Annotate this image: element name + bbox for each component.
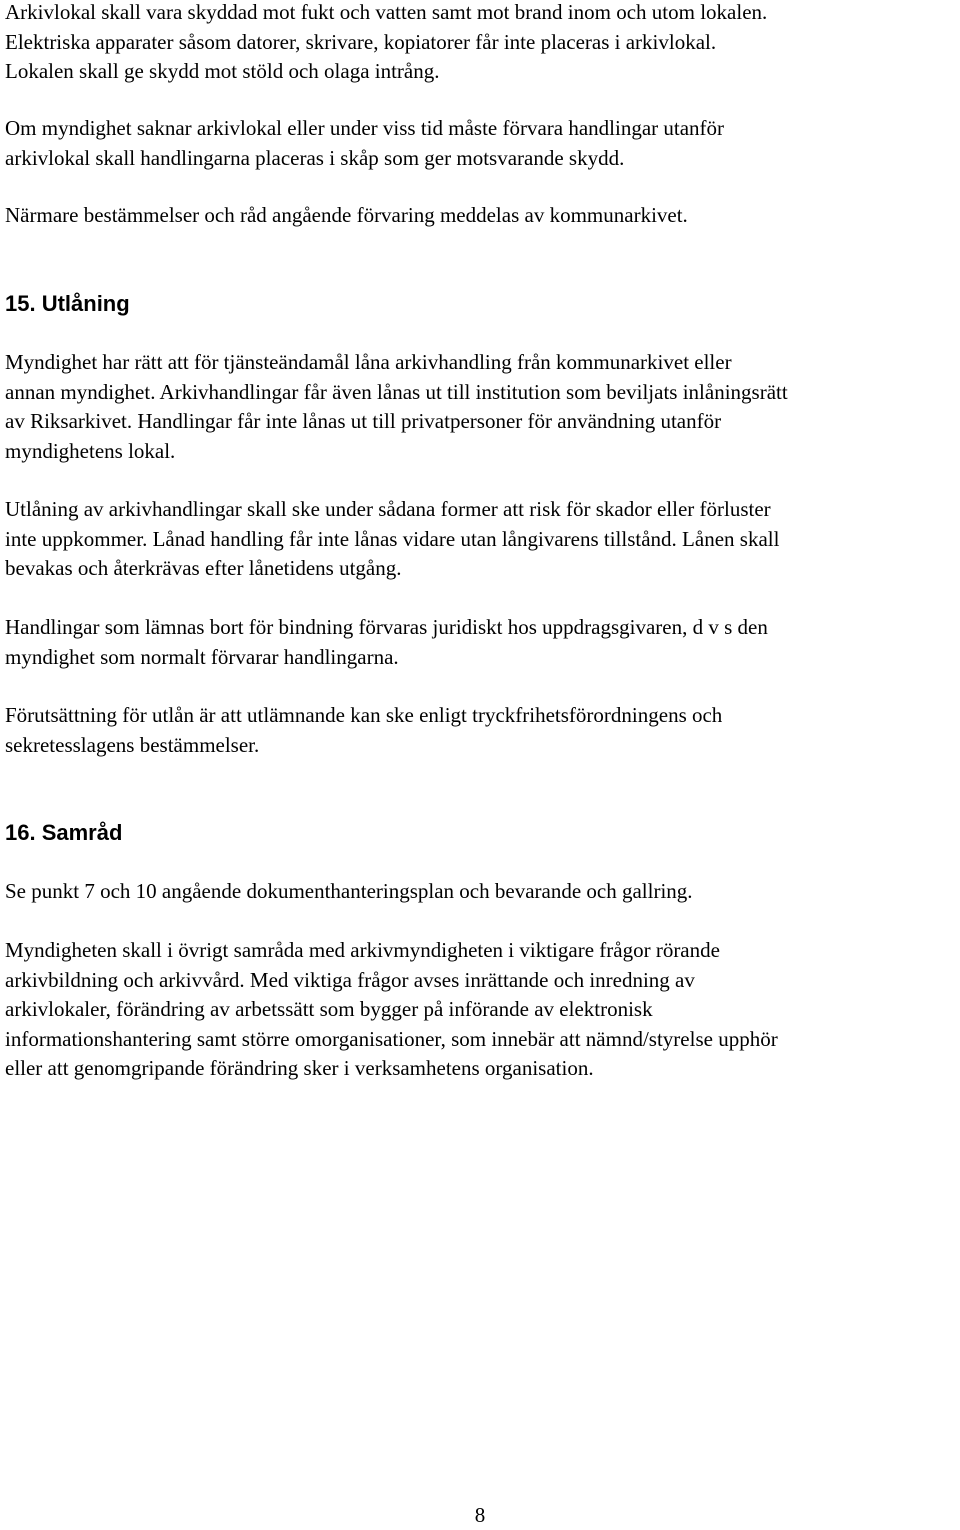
heading-section-16: 16. Samråd: [5, 820, 123, 845]
paragraph-storage-outside: Om myndighet saknar arkivlokal eller under viss tid måste förvara handlingar utanför arkivlokal skall handlingarna placeras i skåp som ger motsvarande skydd.: [5, 116, 725, 170]
paragraph-loan-rights: Myndighet har rätt att för tjänsteändamål låna arkivhandling från kommunarkivet eller annan myndighet. Arkivhandlingar får även lånas ut till institution som beviljats inlåningsrätt av Riksarkivet. Handlingar får inte lånas ut till privatpersoner för användning utanför myndighetens lokal.: [5, 350, 788, 463]
paragraph-loan-conditions: Utlåning av arkivhandlingar skall ske under sådana former att risk för skador eller förluster inte uppkommer. Lånad handling får inte lånas vidare utan långivarens tillstånd. Lånen skall bevakas och återkrävas efter lånetidens utgång.: [5, 497, 780, 580]
paragraph-consultation: Myndigheten skall i övrigt samråda med arkivmyndigheten i viktigare frågor rörande arkivbildning och arkivvård. Med viktiga frågor avses inrättande och inredning av arkivlokaler, förändring av arbetssätt som bygger på införande av elektronisk informationshantering samt större omorganisationer, som innebär att nämnd/styrelse upphör eller att genomgripande förändring sker i verksamhetens organisation.: [5, 938, 778, 1080]
paragraph-see-points: Se punkt 7 och 10 angående dokumenthanteringsplan och bevarande och gallring.: [5, 879, 693, 903]
paragraph-loan-prerequisite: Förutsättning för utlån är att utlämnande kan ske enligt tryckfrihetsförordningens och sekretesslagens bestämmelser.: [5, 703, 723, 757]
heading-section-15: 15. Utlåning: [5, 291, 130, 316]
paragraph-archive-protection: Arkivlokal skall vara skyddad mot fukt och vatten samt mot brand inom och utom lokalen. Elektriska apparater såsom datorer, skrivare, kopiatorer får inte placeras i arkivlokal. Lokalen skall ge skydd mot stöld och olaga intrång.: [5, 0, 768, 83]
paragraph-binding: Handlingar som lämnas bort för bindning förvaras juridiskt hos uppdragsgivaren, d v s den myndighet som normalt förvarar handlingarna.: [5, 615, 768, 669]
paragraph-further-rules: Närmare bestämmelser och råd angående förvaring meddelas av kommunarkivet.: [5, 203, 688, 227]
page-number: 8: [474, 1503, 486, 1527]
